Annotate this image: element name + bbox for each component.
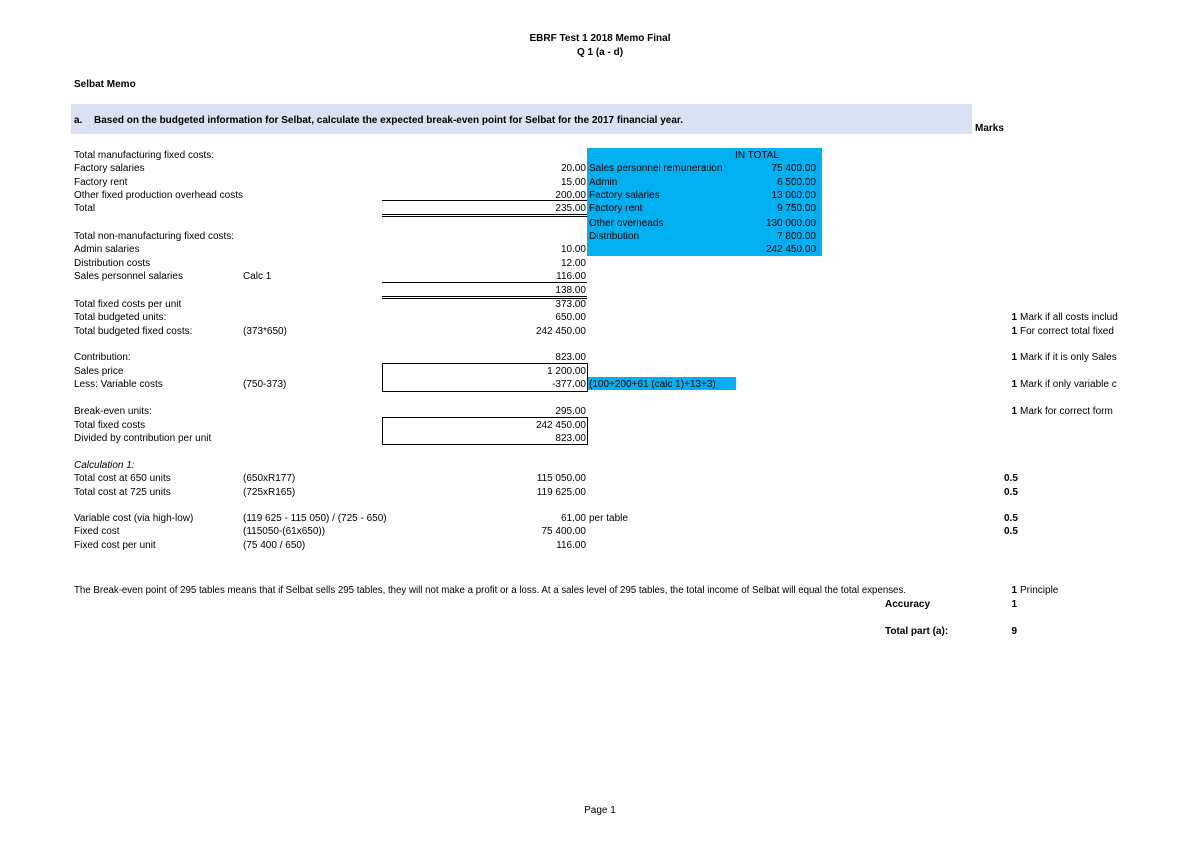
row-label: Factory rent xyxy=(74,177,128,188)
row-label: Distribution costs xyxy=(74,258,151,269)
row-value: 823.00 xyxy=(555,352,586,363)
row-value: 12.00 xyxy=(560,258,586,269)
calc-extra: per table xyxy=(589,513,628,524)
in-total-sum: 242 450.00 xyxy=(765,244,816,255)
row-value: 20.00 xyxy=(560,163,586,174)
marks-header: Marks xyxy=(975,123,1004,134)
row-value: 650.00 xyxy=(555,312,586,323)
conclusion-text: The Break-even point of 295 tables means that if Selbat sells 295 tables, they will not make a profit or a loss. At a sales level of 295 tables, the total income of Selbat will equal the total expenses. xyxy=(74,585,906,596)
row-value: 823.00 xyxy=(555,433,586,444)
mark-comment: For correct total fixed xyxy=(1020,326,1114,337)
page-number: Page 1 xyxy=(584,805,616,816)
in-total-label: Distribution xyxy=(589,231,640,242)
mark-score: 1 xyxy=(1011,326,1017,337)
row-label: Total manufacturing fixed costs: xyxy=(74,150,215,161)
row-value: 10.00 xyxy=(560,244,586,255)
row-label: Factory salaries xyxy=(74,163,145,174)
conclusion-mark: 1 xyxy=(1011,585,1017,596)
in-total-value: 75 400.00 xyxy=(771,163,816,174)
calc-note: (75 400 / 650) xyxy=(243,540,306,551)
row-value: 138.00 xyxy=(555,285,586,296)
total-label: Total part (a): xyxy=(885,626,949,637)
calc-note: (119 625 - 115 050) / (725 - 650) xyxy=(243,513,387,524)
calc-label: Fixed cost per unit xyxy=(74,540,156,551)
calc-note: (650xR177) xyxy=(243,473,296,484)
calc-value: 75 400.00 xyxy=(541,526,586,537)
question-label: a. xyxy=(74,115,83,126)
calc-label: Variable cost (via high-low) xyxy=(74,513,194,524)
accuracy-label: Accuracy xyxy=(885,599,931,610)
question-text: Based on the budgeted information for Selbat, calculate the expected break-even point for Selbat for the 2017 financial year. xyxy=(94,115,684,126)
row-value: 373.00 xyxy=(555,299,586,310)
rule-line xyxy=(382,216,587,217)
in-total-value: 9 750.00 xyxy=(777,203,816,214)
calc-note: (115050-(61x650)) xyxy=(243,526,326,537)
row-label: Other fixed production overhead costs xyxy=(74,190,243,201)
row-label: Total budgeted units: xyxy=(74,312,167,323)
row-value: 116.00 xyxy=(556,271,586,282)
mark-comment: Mark if it is only Sales xyxy=(1020,352,1117,363)
row-label: Total budgeted fixed costs: xyxy=(74,326,193,337)
row-note: (373*650) xyxy=(243,326,287,337)
row-value: 295.00 xyxy=(555,406,586,417)
row-label: Total fixed costs per unit xyxy=(74,299,182,310)
total-mark: 9 xyxy=(1011,626,1017,637)
row-value: 242 450.00 xyxy=(535,326,586,337)
calc-note: (725xR165) xyxy=(243,487,296,498)
in-total-header: IN TOTAL xyxy=(735,150,779,161)
calc-mark: 0.5 xyxy=(1004,473,1018,484)
row-label: Divided by contribution per unit xyxy=(74,433,212,444)
row-value: -377.00 xyxy=(552,379,586,390)
calc-value: 116.00 xyxy=(556,540,586,551)
row-label: Contribution: xyxy=(74,352,131,363)
calc-mark: 0.5 xyxy=(1004,526,1018,537)
in-total-label: Other overheads xyxy=(589,218,664,229)
mark-score: 1 xyxy=(1011,406,1017,417)
in-total-label: Factory rent xyxy=(589,203,643,214)
row-value: 200.00 xyxy=(555,190,586,201)
document-subtitle: Q 1 (a - d) xyxy=(576,47,624,58)
mark-score: 1 xyxy=(1011,312,1017,323)
row-note: (750-373) xyxy=(243,379,287,390)
row-label: Total xyxy=(74,203,96,214)
row-label: Total non-manufacturing fixed costs: xyxy=(74,231,235,242)
mark-comment: Mark if all costs includ xyxy=(1020,312,1118,323)
variable-note: (100+200+61 (calc 1)+13+3) xyxy=(589,379,716,390)
document-title: EBRF Test 1 2018 Memo Final xyxy=(529,33,671,44)
row-label: Less: Variable costs xyxy=(74,379,163,390)
conclusion-comment: Principle xyxy=(1020,585,1059,596)
in-total-label: Factory salaries xyxy=(589,190,660,201)
accuracy-mark: 1 xyxy=(1011,599,1017,610)
row-label: Sales price xyxy=(74,366,124,377)
in-total-label: Admin xyxy=(589,177,618,188)
in-total-value: 13 000.00 xyxy=(771,190,816,201)
row-label: Admin salaries xyxy=(74,244,140,255)
calc-value: 61.00 xyxy=(560,513,586,524)
row-note: Calc 1 xyxy=(243,271,272,282)
memo-title: Selbat Memo xyxy=(74,79,136,90)
calc-mark: 0.5 xyxy=(1004,513,1018,524)
calc-label: Fixed cost xyxy=(74,526,120,537)
in-total-value: 7 800.00 xyxy=(777,231,816,242)
in-total-label: Sales personnel remuneration xyxy=(589,163,723,174)
row-value: 235.00 xyxy=(555,203,586,214)
calculation-title: Calculation 1: xyxy=(74,460,135,471)
row-value: 242 450.00 xyxy=(535,420,586,431)
mark-comment: Mark if only variable c xyxy=(1020,379,1117,390)
calc-label: Total cost at 650 units xyxy=(74,473,171,484)
calc-value: 119 625.00 xyxy=(536,487,586,498)
calc-label: Total cost at 725 units xyxy=(74,487,171,498)
calc-value: 115 050.00 xyxy=(536,473,586,484)
row-label: Sales personnel salaries xyxy=(74,271,183,282)
calc-mark: 0.5 xyxy=(1004,487,1018,498)
in-total-value: 6 500.00 xyxy=(777,177,816,188)
row-label: Total fixed costs xyxy=(74,420,146,431)
mark-score: 1 xyxy=(1011,379,1017,390)
mark-comment: Mark for correct form xyxy=(1020,406,1113,417)
row-value: 1 200.00 xyxy=(547,366,586,377)
row-value: 15.00 xyxy=(560,177,586,188)
mark-score: 1 xyxy=(1011,352,1017,363)
row-label: Break-even units: xyxy=(74,406,152,417)
in-total-value: 130 000.00 xyxy=(765,218,816,229)
